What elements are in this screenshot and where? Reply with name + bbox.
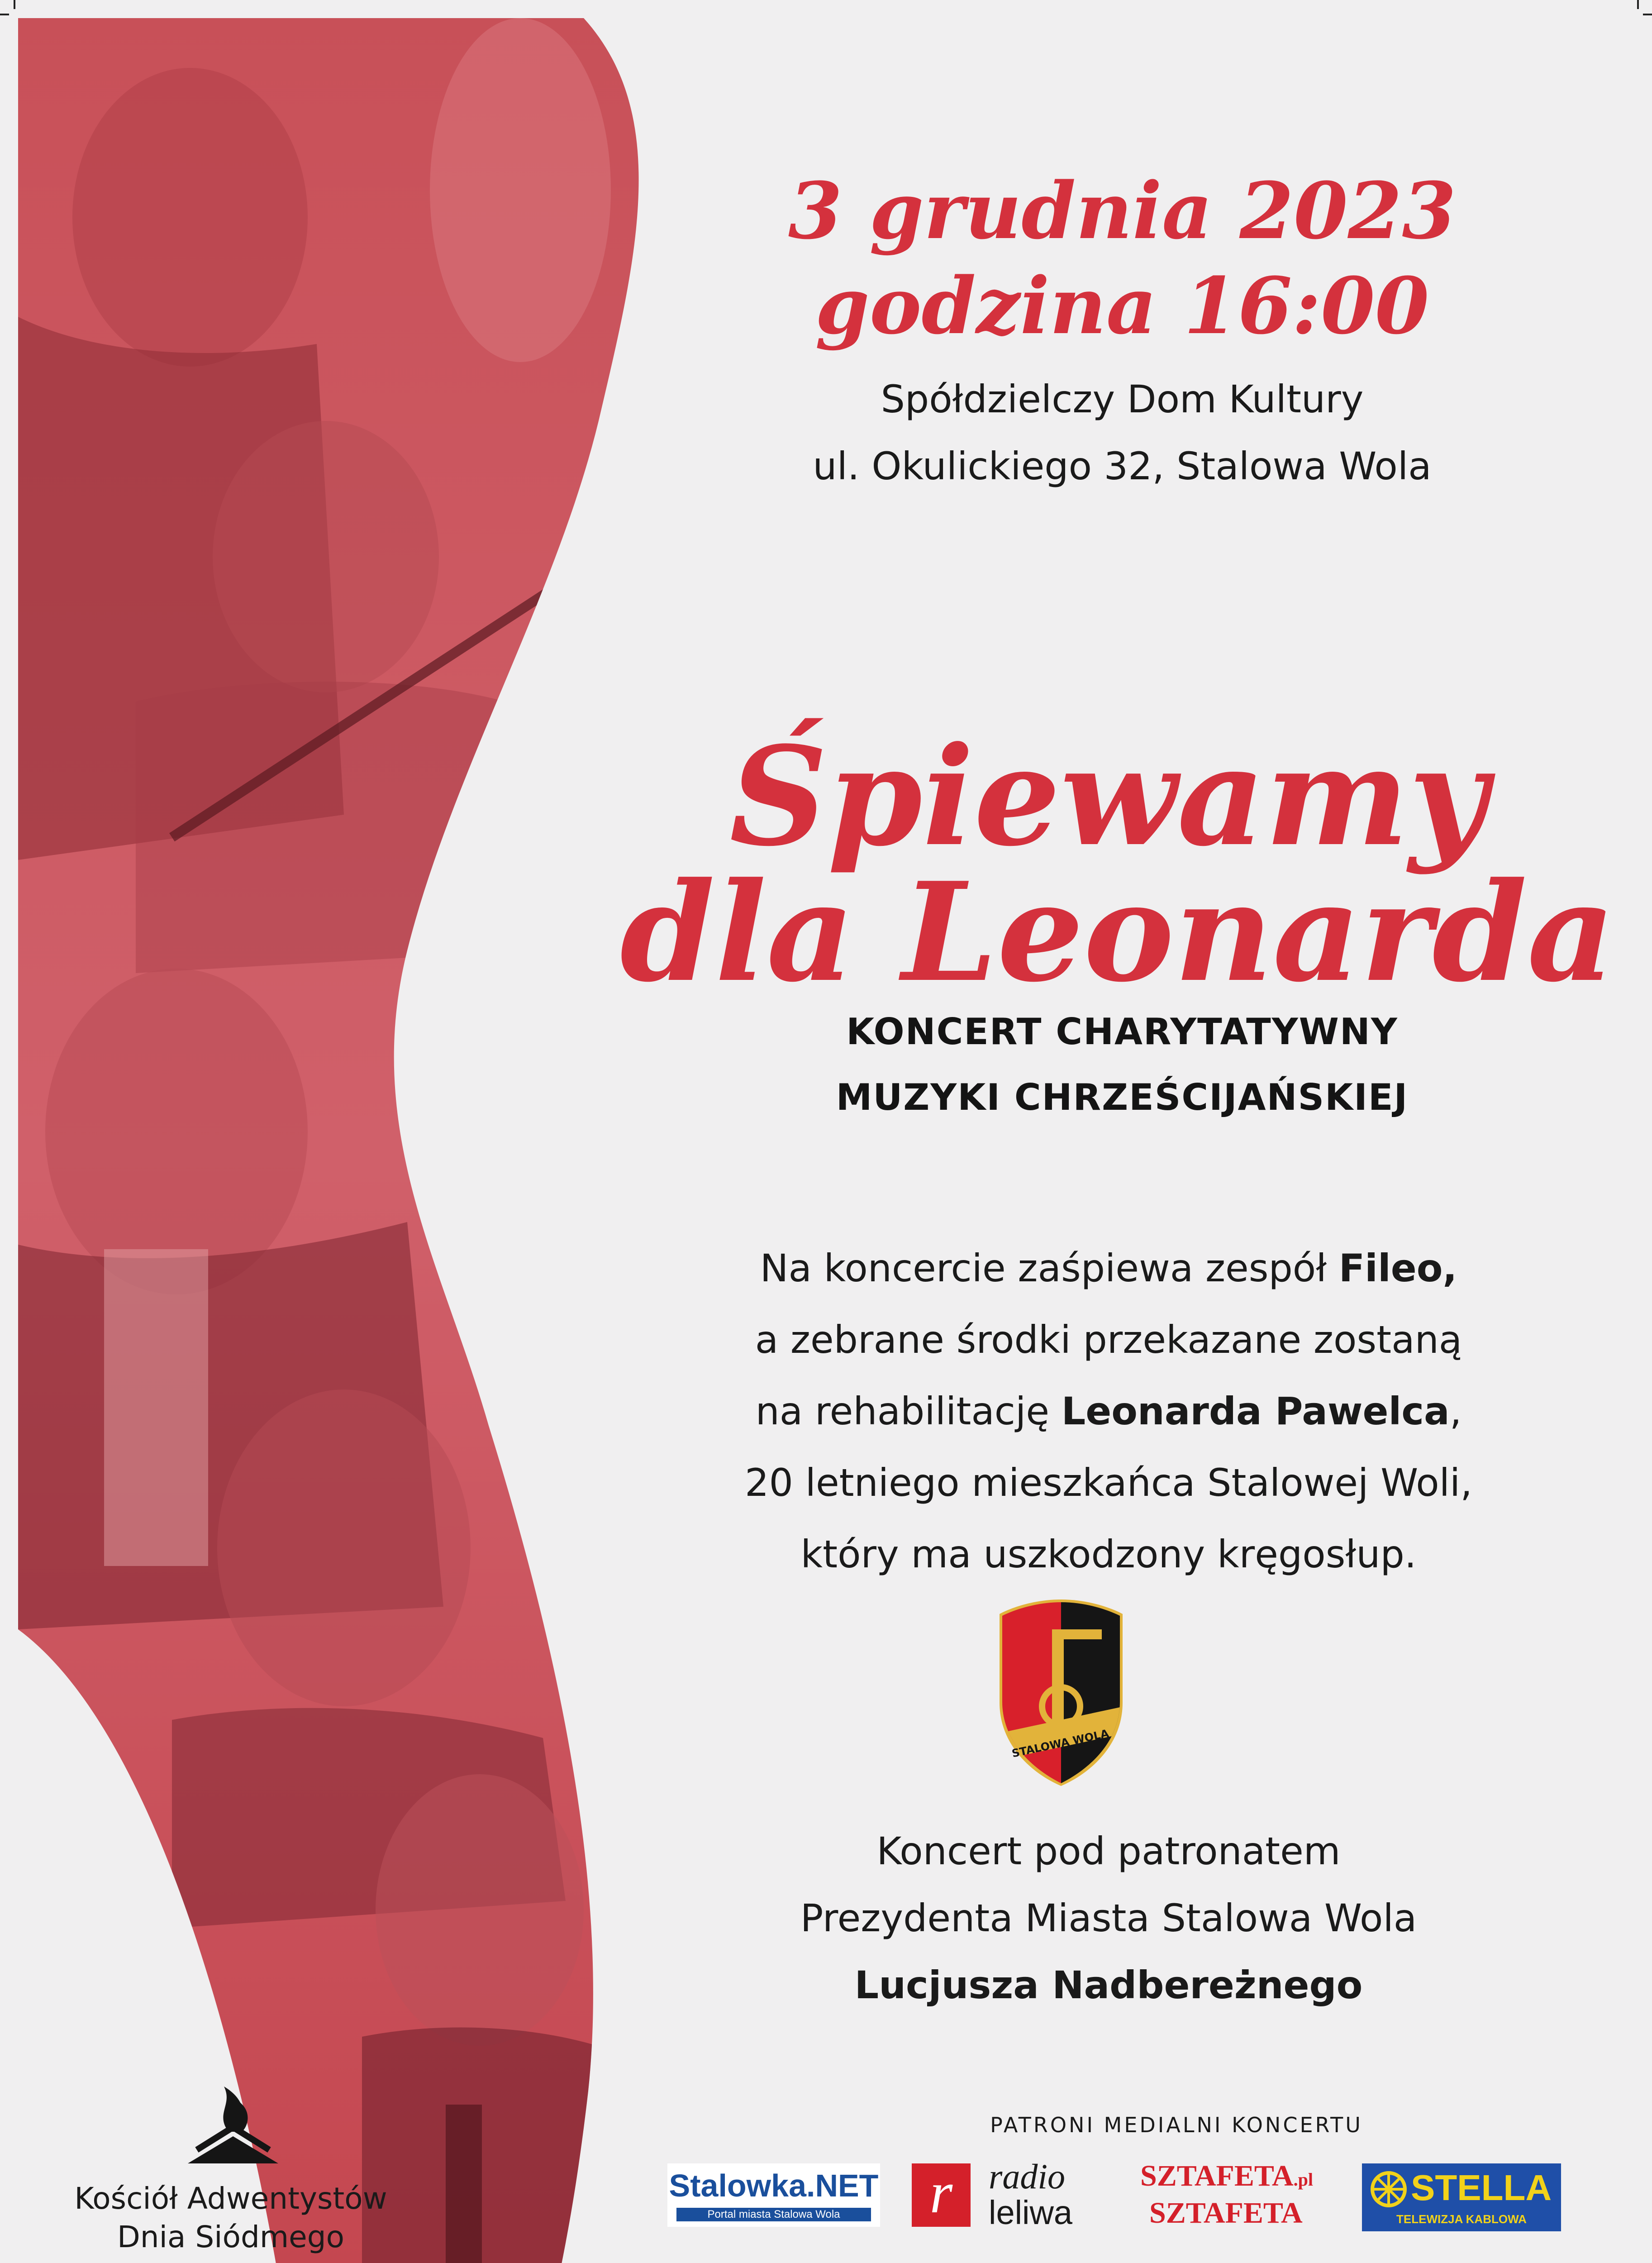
description-line-5: który ma uszkodzony kręgosłup. <box>800 1532 1417 1576</box>
stella-wheel-icon <box>1368 2169 1409 2210</box>
media-patrons-heading: PATRONI MEDIALNI KONCERTU <box>990 2113 1363 2137</box>
patronage-line-1: Koncert pod patronatem <box>876 1829 1341 1873</box>
subtitle-line-1: KONCERT CHARYTATYWNY <box>846 1011 1398 1053</box>
stella-logo <box>1362 2163 1561 2231</box>
patronage-line-2: Prezydenta Miasta Stalowa Wola <box>800 1896 1417 1940</box>
title-line-2: dla Leonarda <box>620 852 1615 1012</box>
radio-leliwa-mark: r <box>912 2163 971 2227</box>
church-name-line-1: Kościół Adwentystów <box>74 2181 387 2216</box>
radio-leliwa-top: radio <box>989 2157 1066 2196</box>
adventist-flame-icon <box>179 2082 287 2172</box>
crest-text: STALOWA WOLA <box>1010 1727 1110 1760</box>
description-line-3 <box>588 1389 1629 1433</box>
church-name-line-2: Dnia Siódmego <box>117 2220 345 2254</box>
sztafeta-pl: .pl <box>1293 2169 1313 2190</box>
beneficiary-name: Leonarda Pawelca <box>1061 1389 1450 1433</box>
description-line-2: a zebrane środki przekazane zostaną <box>755 1318 1462 1362</box>
radio-leliwa-bottom: leliwa <box>989 2194 1073 2231</box>
description-text: , <box>1449 1389 1462 1433</box>
venue-address: ul. Okulickiego 32, Stalowa Wola <box>813 444 1432 488</box>
venue-name: Spółdzielczy Dom Kultury <box>881 377 1364 421</box>
sztafeta-logo <box>1140 2161 1321 2234</box>
sztafeta-top-text: SZTAFETA <box>1140 2159 1294 2192</box>
patron-name: Lucjusza Nadbereżnego <box>854 1963 1363 2007</box>
subtitle-line-2: MUZYKI CHRZEŚCIJAŃSKIEJ <box>836 1076 1409 1118</box>
event-time: godzina 16:00 <box>815 260 1429 352</box>
stella-subtitle: TELEWIZJA KABLOWA <box>1396 2212 1527 2226</box>
stalowka-logo <box>667 2163 880 2227</box>
stalowka-title: Stalowka.NET <box>669 2168 879 2203</box>
description-line-4: 20 letniego mieszkańca Stalowej Woli, <box>745 1461 1472 1505</box>
description-text: Na koncercie zaśpiewa zespół <box>760 1246 1339 1290</box>
patronage-line-3 <box>588 1963 1629 2007</box>
stalowka-subtitle: Portal miasta Stalowa Wola <box>676 2208 871 2221</box>
city-crest-icon <box>998 1598 1124 1788</box>
description-text: na rehabilitację <box>755 1389 1062 1433</box>
stella-title: STELLA <box>1411 2168 1552 2208</box>
sztafeta-bottom: SZTAFETA <box>1149 2196 1303 2230</box>
title-line-1: Śpiewamy <box>729 716 1488 876</box>
event-date: 3 grudnia 2023 <box>788 165 1457 257</box>
sztafeta-top <box>1140 2161 1313 2191</box>
description-line-1 <box>588 1246 1629 1290</box>
radio-leliwa-logo <box>912 2159 1102 2231</box>
band-name: Fileo, <box>1338 1246 1457 1290</box>
